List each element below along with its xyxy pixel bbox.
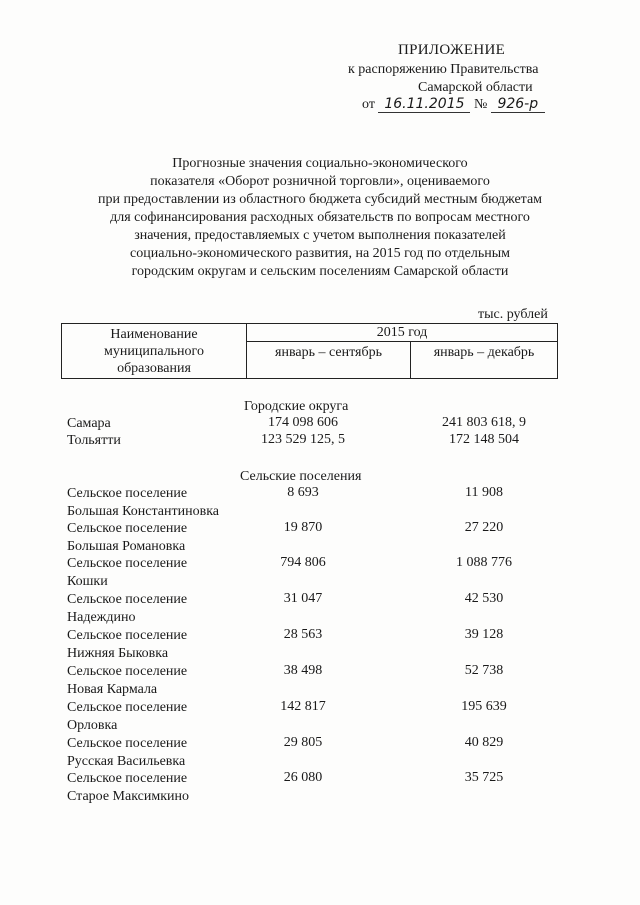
handwritten-date: 16.11.2015 bbox=[378, 97, 470, 113]
document-title bbox=[60, 155, 580, 281]
row-name-line: Сельское поселение bbox=[67, 556, 188, 571]
title-line: при предоставлении из областного бюджета субсидий местным бюджетам bbox=[97, 192, 543, 207]
row-name-line: Самара bbox=[67, 416, 111, 431]
value-jan-dec: 52 738 bbox=[464, 663, 504, 678]
row-name-line: Сельское поселение bbox=[67, 628, 188, 643]
row-name bbox=[67, 485, 219, 521]
value-jan-sep: 8 693 bbox=[287, 485, 319, 500]
value-jan-dec: 27 220 bbox=[464, 520, 504, 535]
row-name bbox=[67, 432, 121, 450]
row-name-line: Старое Максимкино bbox=[67, 789, 190, 804]
value-jan-sep: 28 563 bbox=[283, 627, 323, 642]
row-name-line: Сельское поселение bbox=[67, 521, 188, 536]
value-jan-dec: 172 148 504 bbox=[449, 432, 519, 447]
row-name-line: Сельское поселение bbox=[67, 771, 188, 786]
title-line: Прогнозные значения социально-экономического bbox=[172, 156, 468, 171]
row-name bbox=[67, 699, 187, 735]
value-jan-dec: 241 803 618, 9 bbox=[442, 415, 526, 430]
row-name-line: Надеждино bbox=[67, 610, 136, 625]
value-jan-sep: 174 098 606 bbox=[268, 415, 338, 430]
appendix-title: ПРИЛОЖЕНИЕ bbox=[398, 42, 506, 58]
value-jan-dec: 195 639 bbox=[461, 699, 507, 714]
section-title: Сельские поселения bbox=[240, 469, 362, 484]
row-name-line: Нижняя Быковка bbox=[67, 646, 169, 661]
row-name-line: Большая Романовка bbox=[67, 539, 186, 554]
value-jan-sep: 19 870 bbox=[283, 520, 323, 535]
row-name-line: Сельское поселение bbox=[67, 486, 188, 501]
value-jan-sep: 26 080 bbox=[283, 770, 323, 785]
value-jan-dec: 40 829 bbox=[464, 735, 504, 750]
appendix-line-2: Самарской области bbox=[418, 80, 533, 95]
title-line: для софинансирования расходных обязательств по вопросам местного bbox=[110, 210, 530, 225]
row-name bbox=[67, 627, 187, 663]
value-jan-sep: 794 806 bbox=[280, 555, 326, 570]
row-name-line: Сельское поселение bbox=[67, 736, 188, 751]
row-name-line: Сельское поселение bbox=[67, 592, 188, 607]
period1-header: январь – сентябрь bbox=[247, 342, 411, 379]
row-name-line: Большая Константиновка bbox=[67, 504, 220, 519]
section-title: Городские округа bbox=[244, 399, 349, 414]
table-header bbox=[61, 323, 558, 379]
value-jan-sep: 142 817 bbox=[280, 699, 326, 714]
value-jan-dec: 11 908 bbox=[465, 485, 503, 500]
row-name bbox=[67, 663, 187, 699]
name-column-header: Наименование муниципального образования bbox=[62, 324, 247, 379]
title-line: показателя «Оборот розничной торговли», оцениваемого bbox=[150, 174, 490, 189]
row-name-line: Сельское поселение bbox=[67, 664, 188, 679]
row-name bbox=[67, 770, 189, 806]
row-name-line: Орловка bbox=[67, 718, 118, 733]
number-label: № bbox=[473, 97, 488, 112]
handwritten-number: 926-р bbox=[491, 97, 545, 113]
value-jan-dec: 42 530 bbox=[464, 591, 504, 606]
row-name-line: Кошки bbox=[67, 574, 108, 589]
row-name bbox=[67, 520, 187, 556]
title-line: социально-экономического развития, на 2015 год по отдельным bbox=[130, 246, 510, 261]
value-jan-sep: 29 805 bbox=[283, 735, 323, 750]
value-jan-dec: 39 128 bbox=[464, 627, 504, 642]
value-jan-sep: 123 529 125, 5 bbox=[261, 432, 345, 447]
row-name bbox=[67, 735, 187, 771]
period2-header: январь – декабрь bbox=[411, 342, 558, 379]
row-name-line: Новая Кармала bbox=[67, 682, 158, 697]
row-name-line: Русская Васильевка bbox=[67, 754, 186, 769]
from-label: от bbox=[362, 97, 375, 112]
year-header: 2015 год bbox=[247, 324, 558, 342]
appendix-date-number bbox=[362, 97, 545, 113]
value-jan-sep: 31 047 bbox=[283, 591, 323, 606]
title-line: значения, предоставляемых с учетом выполнения показателей bbox=[134, 228, 506, 243]
appendix-line-1: к распоряжению Правительства bbox=[348, 62, 539, 77]
row-name bbox=[67, 415, 111, 433]
row-name bbox=[67, 591, 187, 627]
row-name-line: Тольятти bbox=[67, 433, 121, 448]
unit-label: тыс. рублей bbox=[478, 307, 548, 322]
row-name bbox=[67, 555, 187, 591]
value-jan-dec: 35 725 bbox=[464, 770, 504, 785]
value-jan-dec: 1 088 776 bbox=[456, 555, 512, 570]
value-jan-sep: 38 498 bbox=[283, 663, 323, 678]
row-name-line: Сельское поселение bbox=[67, 700, 188, 715]
title-line: городским округам и сельским поселениям Самарской области bbox=[131, 264, 509, 279]
